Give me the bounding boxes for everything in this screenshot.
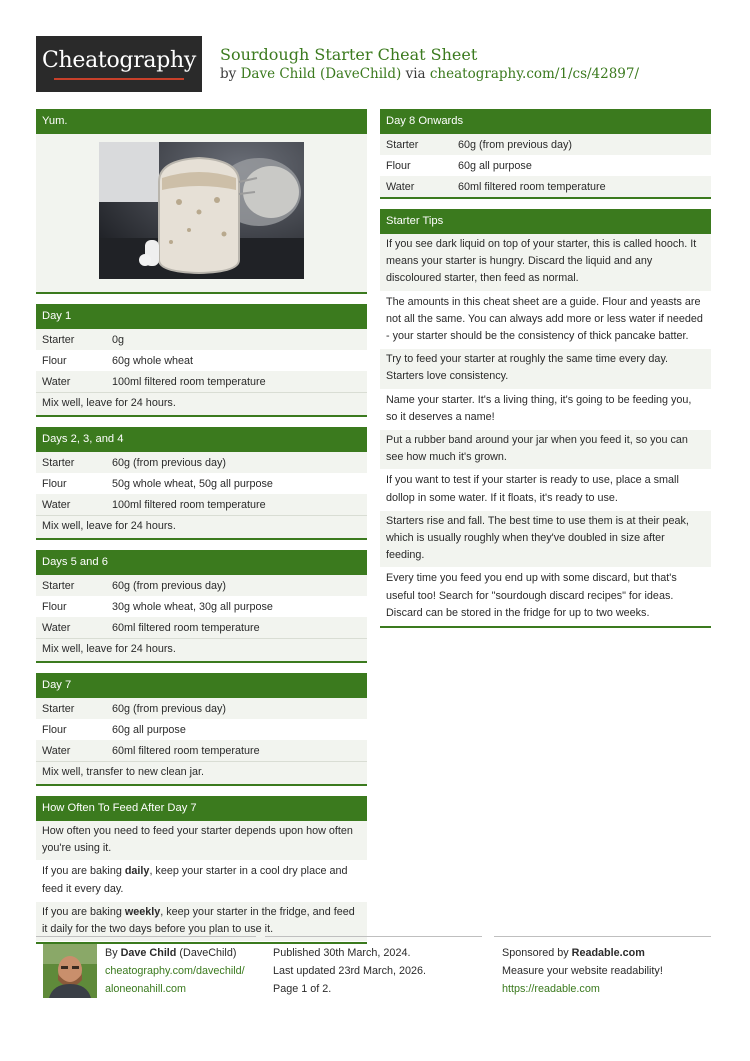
- section-days-5-6: [36, 550, 367, 663]
- published-date: Published 30th March, 2024.: [273, 947, 411, 959]
- row-key: Starter: [42, 702, 75, 715]
- footer-author-block: [105, 944, 245, 998]
- row-value: 60g (from previous day): [112, 702, 227, 715]
- logo-underline: [54, 78, 184, 80]
- table-row: [36, 452, 367, 473]
- row-value: 60ml filtered room temperature: [458, 180, 606, 193]
- sourdough-jar-image: [99, 142, 304, 279]
- section-note: Mix well, leave for 24 hours.: [36, 515, 367, 538]
- row-key: Flour: [42, 600, 67, 613]
- bold-text: weekly: [124, 905, 161, 918]
- author-link[interactable]: Dave Child (DaveChild): [240, 66, 402, 82]
- footer-dates-block: [273, 944, 426, 998]
- text-run: If you are baking: [42, 865, 125, 878]
- row-key: Starter: [42, 579, 75, 592]
- tip-item: Name your starter. It's a living thing, it's going to be feeding you, so it deserves a name!: [380, 390, 711, 430]
- page-title: Sourdough Starter Cheat Sheet: [220, 45, 478, 64]
- row-value: 60g (from previous day): [458, 138, 573, 151]
- table-row: [36, 371, 367, 392]
- table-row: [36, 473, 367, 494]
- row-value: 60g all purpose: [458, 159, 532, 172]
- row-value: 50g whole wheat, 50g all purpose: [112, 477, 273, 490]
- section-yum: [36, 109, 367, 294]
- table-row: [380, 134, 711, 155]
- tip-item: If you see dark liquid on top of your starter, this is called hooch. It means your starter is hungry. Discard the liquid and any discoloured starter, then feed as normal.: [380, 234, 711, 292]
- day-7-table: [36, 698, 367, 761]
- section-note: Mix well, leave for 24 hours.: [36, 392, 367, 415]
- table-row: [36, 719, 367, 740]
- row-key: Flour: [42, 723, 67, 736]
- sponsor-link[interactable]: https://readable.com: [502, 983, 600, 995]
- tip-item: The amounts in this cheat sheet are a guide. Flour and yeasts are not all the same. You can always add more or less water if needed - your starter should be the consistency of thick pancake batter.: [380, 292, 711, 350]
- page-number: Page 1 of 2.: [273, 983, 332, 995]
- row-key: Flour: [42, 477, 67, 490]
- author-profile-link[interactable]: cheatography.com/davechild/: [105, 965, 245, 977]
- section-title: Day 8 Onwards: [380, 109, 711, 134]
- sponsor-line: [502, 944, 663, 962]
- row-key: Water: [42, 744, 71, 757]
- by-word: By: [105, 947, 118, 959]
- section-title: Yum.: [36, 109, 367, 134]
- section-days-2-3-4: [36, 427, 367, 540]
- row-key: Starter: [42, 456, 75, 469]
- logo-text: Cheatography: [41, 48, 197, 73]
- text-run: , keep your starter in a cool dry place and feed it every day.: [42, 865, 348, 895]
- feed-paragraph: How often you need to feed your starter depends upon how often you're using it.: [36, 821, 367, 861]
- row-key: Flour: [42, 354, 67, 367]
- tip-item: Starters rise and fall. The best time to use them is at their peak, which is usually roughly when they've doubled in size after feeding.: [380, 511, 711, 569]
- row-value: 60g (from previous day): [112, 579, 227, 592]
- right-column: [380, 109, 711, 638]
- footer-author-name: Dave Child: [120, 947, 177, 959]
- feed-paragraph-daily: [36, 861, 367, 901]
- section-day-7: [36, 673, 367, 786]
- table-row: [380, 176, 711, 197]
- sponsored-by-label: Sponsored by: [502, 947, 569, 959]
- cheatography-logo[interactable]: [36, 36, 202, 92]
- row-key: Flour: [386, 159, 411, 172]
- footer-divider: [36, 936, 256, 937]
- table-row: [380, 155, 711, 176]
- table-row: [36, 494, 367, 515]
- text-run: , keep your starter in the fridge, and feed it daily for the two days before you plan to use it.: [42, 905, 355, 936]
- byline: [220, 66, 639, 82]
- section-starter-tips: [380, 209, 711, 628]
- day-1-table: [36, 329, 367, 392]
- row-value: 60g all purpose: [112, 723, 186, 736]
- author-site-link[interactable]: aloneonahill.com: [105, 983, 187, 995]
- text-run: If you are baking: [42, 905, 125, 918]
- by-word: by: [220, 66, 237, 82]
- row-key: Starter: [42, 333, 75, 346]
- row-value: 100ml filtered room temperature: [112, 375, 266, 388]
- table-row: [36, 740, 367, 761]
- footer-sponsor-block: [502, 944, 663, 998]
- footer-divider: [494, 936, 711, 937]
- table-row: [36, 617, 367, 638]
- section-day-1: [36, 304, 367, 417]
- sponsor-name: Readable.com: [571, 947, 645, 959]
- row-value: 30g whole wheat, 30g all purpose: [112, 600, 273, 613]
- tip-item: Every time you feed you end up with some discard, but that's useful too! Search for "sourdough discard recipes" for ideas. Discard can be stored in the fridge for up to two weeks.: [380, 568, 711, 626]
- sponsor-tagline: Measure your website readability!: [502, 965, 663, 977]
- image-container: [36, 134, 367, 292]
- section-title: Starter Tips: [380, 209, 711, 234]
- footer-divider: [265, 936, 482, 937]
- days-5-6-table: [36, 575, 367, 638]
- footer-author-handle: (DaveChild): [179, 947, 237, 959]
- row-value: 60ml filtered room temperature: [112, 744, 260, 757]
- table-row: [36, 596, 367, 617]
- tip-item: If you want to test if your starter is ready to use, place a small dollop in some water. If it floats, it's ready to use.: [380, 470, 711, 510]
- section-title: Days 2, 3, and 4: [36, 427, 367, 452]
- section-note: Mix well, transfer to new clean jar.: [36, 761, 367, 784]
- section-note: Mix well, leave for 24 hours.: [36, 638, 367, 661]
- section-feed-after-day-7: [36, 796, 367, 944]
- section-title: Day 1: [36, 304, 367, 329]
- section-day-8-onwards: [380, 109, 711, 199]
- row-value: 100ml filtered room temperature: [112, 498, 266, 511]
- tip-item: Put a rubber band around your jar when you feed it, so you can see how much it's grown.: [380, 430, 711, 470]
- via-word: via: [405, 66, 426, 82]
- author-avatar: [43, 944, 97, 998]
- row-key: Starter: [386, 138, 419, 151]
- row-value: 60g (from previous day): [112, 456, 227, 469]
- tip-item: Try to feed your starter at roughly the same time every day. Starters love consistency.: [380, 349, 711, 389]
- row-value: 60g whole wheat: [112, 354, 194, 367]
- table-row: [36, 329, 367, 350]
- section-title: Day 7: [36, 673, 367, 698]
- row-key: Water: [42, 621, 71, 634]
- row-key: Water: [42, 498, 71, 511]
- days-2-3-4-table: [36, 452, 367, 515]
- footer-author-line: [105, 944, 245, 962]
- section-title: How Often To Feed After Day 7: [36, 796, 367, 821]
- bold-text: daily: [124, 865, 150, 878]
- left-column: [36, 109, 367, 954]
- day-8-table: [380, 134, 711, 197]
- sheet-url-link[interactable]: cheatography.com/1/cs/42897/: [429, 66, 640, 82]
- table-row: [36, 575, 367, 596]
- table-row: [36, 698, 367, 719]
- row-value: 60ml filtered room temperature: [112, 621, 260, 634]
- row-key: Water: [42, 375, 71, 388]
- row-key: Water: [386, 180, 415, 193]
- row-value: 0g: [112, 333, 125, 346]
- section-title: Days 5 and 6: [36, 550, 367, 575]
- table-row: [36, 350, 367, 371]
- last-updated-date: Last updated 23rd March, 2026.: [273, 965, 427, 977]
